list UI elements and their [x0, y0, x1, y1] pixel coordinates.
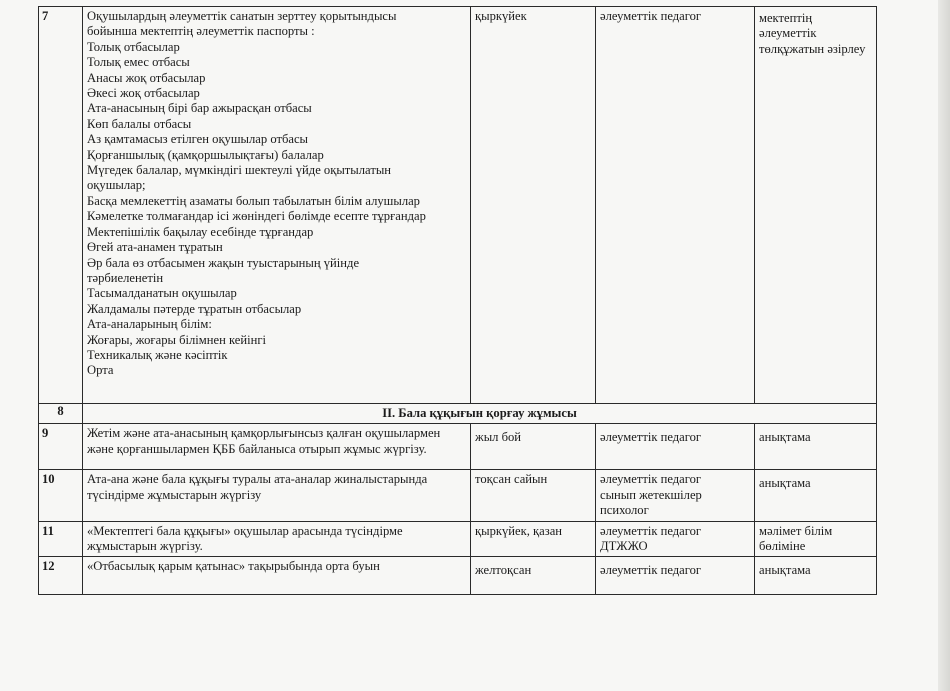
result-cell: мәлімет білім бөліміне — [755, 521, 877, 557]
event-line: бойынша мектептің әлеуметтік паспорты : — [87, 24, 315, 39]
time-cell: қыркүйек, қазан — [471, 521, 596, 557]
work-plan-table — [38, 6, 877, 595]
event-line: Ата-анасының бірі бар ажырасқан отбасы — [87, 101, 312, 116]
event-cell: Жетім және ата-анасының қамқорлығынсыз қалған оқушылармен және қорғаншылармен ҚББ байланыса отырып жұмыс жүргізу. — [83, 424, 471, 470]
event-cell: «Мектептегі бала құқығы» оқушылар арасында түсіндірме жұмыстарын жүргізу. — [83, 521, 471, 557]
table-row — [39, 470, 877, 521]
table-row — [39, 557, 877, 595]
event-cell: «Отбасылық қарым қатынас» тақырыбында орта буын — [83, 557, 471, 595]
time-cell: тоқсан сайын — [471, 470, 596, 521]
responsible-cell: әлеуметтік педагог — [596, 424, 755, 470]
result-cell: анықтама — [755, 557, 877, 595]
result-cell: анықтама — [755, 470, 877, 521]
event-line: Ата-аналарының білім: — [87, 317, 212, 332]
event-line: тәрбиеленетін — [87, 270, 164, 285]
event-line: Толық емес отбасы — [87, 55, 190, 70]
event-line: Аз қамтамасыз етілген оқушылар отбасы — [87, 132, 309, 147]
result-cell: мектептің әлеуметтік төлқұжатын әзірлеу — [755, 7, 877, 404]
event-line: Кәмелетке толмағандар ісі жөніндегі бөлімде есепте тұрғандар — [87, 209, 426, 224]
event-line: Көп балалы отбасы — [87, 116, 192, 131]
row-number: 10 — [39, 470, 83, 521]
result-cell: анықтама — [755, 424, 877, 470]
responsible-cell: әлеуметтік педагог — [596, 7, 755, 404]
event-line: оқушылар; — [87, 178, 146, 193]
row-number: 11 — [39, 521, 83, 557]
section-title: II. Бала құқығын қорғау жұмысы — [83, 404, 877, 424]
table-row — [39, 521, 877, 557]
event-line: Өгей ата-анамен тұратын — [87, 240, 223, 255]
responsible-line: сынып жетекшілер — [600, 487, 702, 502]
responsible-cell — [596, 470, 755, 521]
responsible-line: психолог — [600, 503, 649, 518]
row-number: 9 — [39, 424, 83, 470]
event-line: Тасымалданатын оқушылар — [87, 286, 237, 301]
event-line: Жалдамалы пәтерде тұратын отбасылар — [87, 301, 302, 316]
event-line: Қорғаншылық (қамқоршылықтағы) балалар — [87, 147, 324, 162]
event-cell: Ата-ана және бала құқығы туралы ата-аналар жиналыстарында түсіндірме жұмыстарын жүргізу — [83, 470, 471, 521]
event-line: Орта — [87, 363, 114, 378]
event-line: Толық отбасылар — [87, 39, 180, 54]
event-line: Оқушылардың әлеуметтік санатын зерттеу қорытындысы — [87, 9, 397, 23]
event-line: Техникалық және кәсіптік — [87, 347, 228, 362]
table-row — [39, 7, 877, 404]
table-row — [39, 424, 877, 470]
responsible-line: ДТЖЖО — [600, 539, 648, 554]
event-line: Әкесі жоқ отбасылар — [87, 86, 200, 101]
responsible-cell — [596, 521, 755, 557]
responsible-line: әлеуметтік педагог — [600, 523, 702, 538]
section-number: 8 — [39, 404, 83, 424]
event-line: Жоғары, жоғары білімнен кейінгі — [87, 332, 267, 347]
section-row — [39, 404, 877, 424]
event-cell — [83, 7, 471, 404]
row-number: 12 — [39, 557, 83, 595]
time-cell: жыл бой — [471, 424, 596, 470]
row-number: 7 — [39, 7, 83, 404]
event-line: Мектепішілік бақылау есебінде тұрғандар — [87, 224, 314, 239]
responsible-line: әлеуметтік педагог — [600, 472, 702, 487]
event-line: Әр бала өз отбасымен жақын туыстарының үйінде — [87, 255, 360, 270]
responsible-cell: әлеуметтік педагог — [596, 557, 755, 595]
event-line: Анасы жоқ отбасылар — [87, 70, 206, 85]
event-line: Басқа мемлекеттің азаматы болып табылатын білім алушылар — [87, 193, 420, 208]
page-edge-shadow — [938, 0, 950, 691]
time-cell: желтоқсан — [471, 557, 596, 595]
time-cell: қыркүйек — [471, 7, 596, 404]
event-line: Мүгедек балалар, мүмкіндігі шектеулі үйде оқытылатын — [87, 163, 392, 178]
